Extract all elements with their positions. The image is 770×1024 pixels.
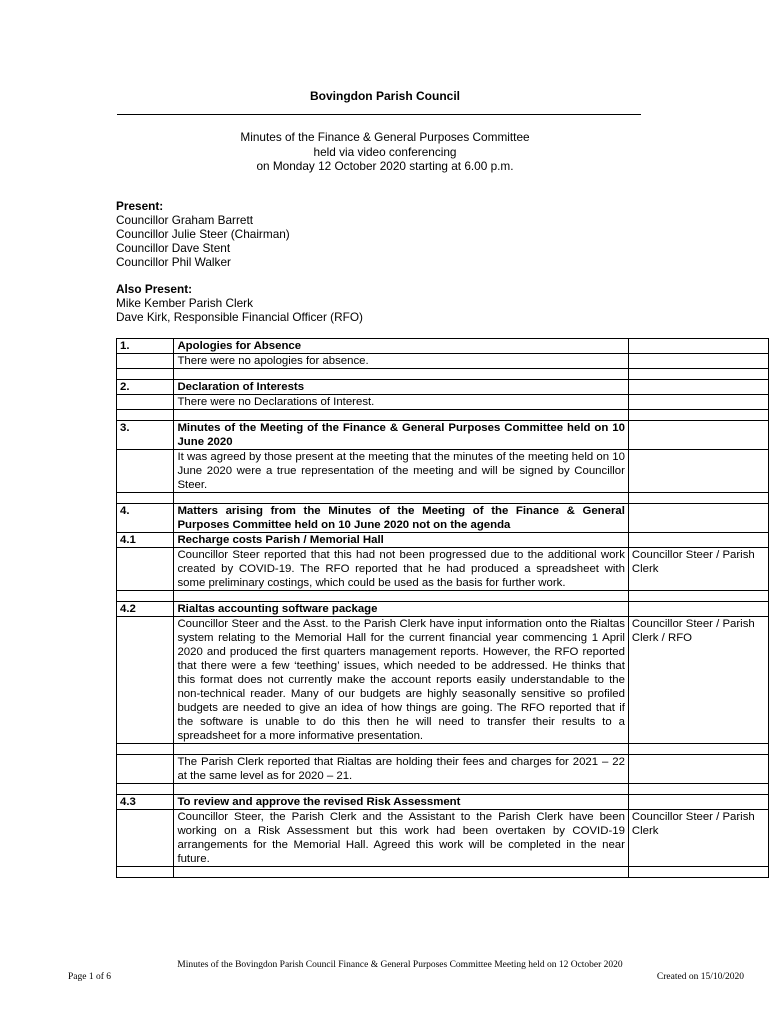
- spacer-row: [117, 410, 769, 421]
- item-text: Councillor Steer and the Asst. to the Parish Clerk have input information onto the Rialtas system relating to the Memorial Hall for the current financial year commencing 1 April 2020 and produced the first quarters management reports. However, the RFO reported that there were a few ‘teething’ issues, which needed to be addressed. He thinks that this format does not currently make the account reports easily understandable to the non-technical reader. Many of our budgets are highly seasonally sensitive so profiled budgets are needed to give an idea of how things are going. The RFO reported that if the software is unable to do this then he will need to transfer their results to a spreadsheet for a more informative presentation.: [174, 617, 628, 744]
- footer-caption: Minutes of the Bovingdon Parish Council Finance & General Purposes Committee Meeting held on 12 October 2020: [177, 960, 623, 970]
- subtitle-line: on Monday 12 October 2020 starting at 6.00 p.m.: [256, 159, 514, 173]
- action-cell: [628, 339, 768, 354]
- present-member: Councillor Phil Walker: [116, 255, 231, 269]
- present-section: [116, 199, 290, 269]
- table-row: [117, 450, 769, 493]
- spacer-row: [117, 493, 769, 504]
- item-text: Councillor Steer reported that this had not been progressed due to the additional work created by COVID-19. The RFO reported that he had produced a spreadsheet with some preliminary costings, which could be used as the basis for further work.: [174, 548, 628, 591]
- present-member: Councillor Julie Steer (Chairman): [116, 227, 290, 241]
- item-heading: Rialtas accounting software package: [174, 602, 628, 617]
- table-row: [117, 339, 769, 354]
- subtitle-line: Minutes of the Finance & General Purposes Committee: [240, 130, 530, 144]
- also-present-heading: Also Present:: [116, 282, 193, 296]
- table-row: [117, 810, 769, 867]
- also-present-section: [116, 282, 363, 324]
- item-number: 2.: [117, 380, 174, 395]
- present-heading: Present:: [116, 199, 164, 213]
- table-row: [117, 617, 769, 744]
- item-number: 4.: [117, 504, 174, 533]
- table-row: [117, 354, 769, 369]
- spacer-row: [117, 744, 769, 755]
- item-number: 4.2: [117, 602, 174, 617]
- item-number: 4.3: [117, 795, 174, 810]
- item-text: There were no Declarations of Interest.: [174, 395, 628, 410]
- spacer-row: [117, 369, 769, 380]
- item-number: 1.: [117, 339, 174, 354]
- subtitle-line: held via video conferencing: [313, 144, 457, 159]
- item-heading: Minutes of the Meeting of the Finance & General Purposes Committee held on 10 June 2020: [174, 421, 628, 450]
- item-text: Councillor Steer, the Parish Clerk and the Assistant to the Parish Clerk have been working on a Risk Assessment but this work had been overtaken by COVID-19 arrangements for the Memorial Hall. Agreed this work will be completed in the near future.: [174, 810, 628, 867]
- action-owner: Councillor Steer / Parish Clerk / RFO: [628, 617, 768, 744]
- spacer-row: [117, 591, 769, 602]
- present-member: Councillor Dave Stent: [116, 241, 231, 255]
- item-heading: Matters arising from the Minutes of the Meeting of the Finance & General Purposes Committee held on 10 June 2020 not on the agenda: [174, 504, 628, 533]
- action-owner: Councillor Steer / Parish Clerk: [628, 810, 768, 867]
- item-number: 4.1: [117, 533, 174, 548]
- table-row: [117, 395, 769, 410]
- table-row: [117, 504, 769, 533]
- item-text: There were no apologies for absence.: [174, 354, 628, 369]
- minutes-table: [116, 338, 769, 878]
- item-text: It was agreed by those present at the meeting that the minutes of the meeting held on 10 June 2020 were a true representation of the meeting and will be signed by Councillor Steer.: [174, 450, 628, 493]
- action-owner: Councillor Steer / Parish Clerk: [628, 548, 768, 591]
- item-heading: Apologies for Absence: [174, 339, 628, 354]
- table-row: [117, 548, 769, 591]
- also-present-member: Mike Kember Parish Clerk: [116, 296, 254, 310]
- page-number: Page 1 of 6: [68, 972, 112, 982]
- item-number: 3.: [117, 421, 174, 450]
- title-rule: [117, 114, 641, 115]
- spacer-row: [117, 784, 769, 795]
- present-member: Councillor Graham Barrett: [116, 213, 254, 227]
- also-present-member: Dave Kirk, Responsible Financial Officer (RFO): [116, 310, 363, 324]
- document-title: Bovingdon Parish Council: [309, 89, 460, 103]
- table-row: [117, 602, 769, 617]
- subtitle: [0, 130, 770, 174]
- spacer-row: [117, 867, 769, 878]
- table-row: [117, 795, 769, 810]
- created-date: Created on 15/10/2020: [656, 972, 744, 982]
- table-row: [117, 533, 769, 548]
- table-row: [117, 421, 769, 450]
- table-row: [117, 755, 769, 784]
- item-text: The Parish Clerk reported that Rialtas are holding their fees and charges for 2021 – 22 at the same level as for 2020 – 21.: [174, 755, 628, 784]
- table-row: [117, 380, 769, 395]
- item-heading: Declaration of Interests: [174, 380, 628, 395]
- item-heading: Recharge costs Parish / Memorial Hall: [174, 533, 628, 548]
- item-heading: To review and approve the revised Risk Assessment: [174, 795, 628, 810]
